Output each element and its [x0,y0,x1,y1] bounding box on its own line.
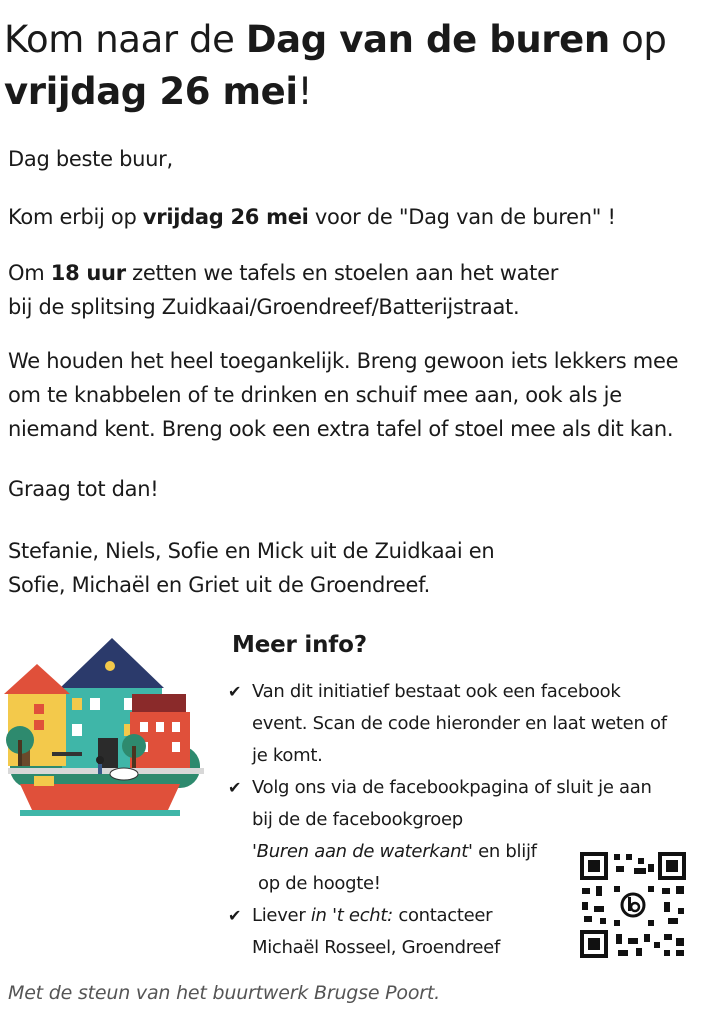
headline [4,14,704,118]
time-post: zetten we tafels en stoelen aan het water [125,261,559,285]
checkmark-icon: ✔ [228,906,242,925]
info-line: Volg ons via de facebookpagina of sluit je aan [252,777,652,798]
contact-pre: Liever [252,905,311,926]
greeting: Dag beste buur, [8,147,173,171]
body-line: We houden het heel toegankelijk. Breng gewoon iets lekkers mee [8,349,679,373]
body-paragraph [8,344,678,446]
invite-paragraph [8,200,616,234]
closing: Graag tot dan! [8,477,159,501]
invite-pre: Kom erbij op [8,205,143,229]
checkmark-icon: ✔ [228,778,242,797]
contact-name: Michaël Rosseel, Groendreef [252,937,500,958]
headline-event-name: Dag van de buren [245,18,610,61]
time-location: bij de splitsing Zuidkaai/Groendreef/Batterijstraat. [8,295,520,319]
invite-date: vrijdag 26 mei [142,205,309,229]
houses-illustration [0,634,210,822]
info-line: bij de de facebookgroep [252,809,463,830]
headline-part1: Kom naar de [4,18,246,61]
time-hour: 18 uur [50,261,126,285]
signature-line: Sofie, Michaël en Griet uit de Groendreef. [8,573,431,597]
body-line: om te knabbelen of te drinken en schuif mee aan, ook als je [8,383,622,407]
info-line: je komt. [252,745,323,766]
body-line: niemand kent. Breng ook een extra tafel of stoel mee als dit kan. [8,417,674,441]
invite-post: voor de "Dag van de buren" ! [308,205,616,229]
qr-code[interactable] [578,850,688,960]
info-line: Van dit initiatief bestaat ook een facebook [252,681,621,702]
headline-part2: op [609,18,667,61]
headline-date: vrijdag 26 mei [4,70,298,113]
info-line: event. Scan de code hieronder en laat weten of [252,713,667,734]
signature [8,534,494,602]
time-paragraph [8,256,558,324]
info-title: Meer info? [232,632,367,658]
contact-italic: in 't echt: [310,905,393,926]
time-pre: Om [8,261,51,285]
info-line: en blijf [472,841,537,862]
group-name: 'Buren aan de waterkant' [252,841,473,862]
signature-line: Stefanie, Niels, Sofie en Mick uit de Zuidkaai en [8,539,495,563]
checkmark-icon: ✔ [228,682,242,701]
headline-part3: ! [297,70,313,113]
footer-sponsor: Met de steun van het buurtwerk Brugse Poort. [8,982,440,1004]
contact-post: contacteer [392,905,493,926]
info-item-facebook-event [228,676,698,772]
info-line: op de hoogte! [258,873,381,894]
